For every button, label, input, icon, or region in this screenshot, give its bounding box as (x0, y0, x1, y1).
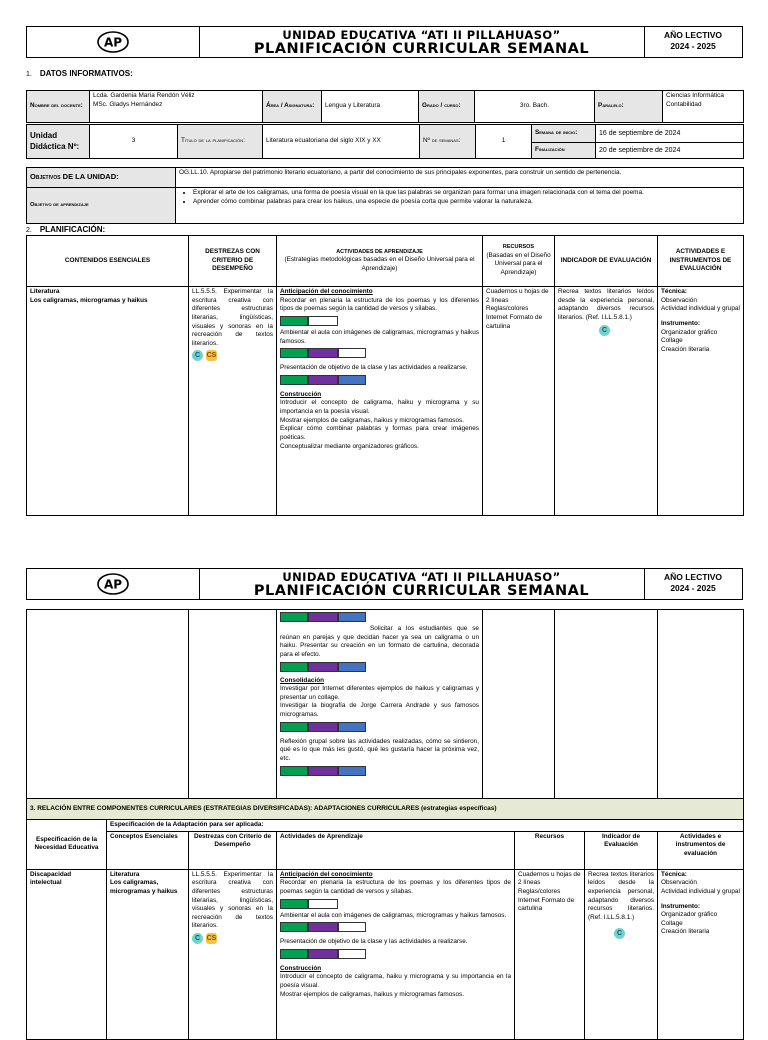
year-label: AÑO LECTIVO (663, 572, 723, 582)
titulo-label: Título de la planificación: (178, 125, 263, 159)
semanas-value: 1 (476, 125, 532, 159)
dua-bar (280, 722, 479, 732)
objetivos-table (26, 167, 744, 224)
col-recursos: RECURSOS (Basadas en el Diseño Universal para el Aprendizaje) (483, 236, 555, 287)
col-destrezas: Destrezas con Criterio de Desempeño (189, 831, 277, 869)
document-title: PLANIFICACIÓN CURRICULAR SEMANAL (253, 41, 590, 57)
docente-value: Lcda. Gardenia María Rendón Véliz MSc. Gladys Hernández (90, 91, 263, 123)
destrezas-cell (189, 610, 277, 799)
adaptaciones-table (26, 819, 744, 1040)
year-value: 2024 - 2025 (670, 41, 716, 51)
logo-icon (96, 573, 130, 595)
spec-header: Especificación de la Adaptación para ser aplicada: (107, 820, 744, 832)
col-conceptos: Conceptos Esenciales (107, 831, 189, 869)
semanas-label: Nº de semanas: (420, 125, 476, 159)
fin-value: 20 de septiembre de 2024 (596, 143, 744, 159)
logo-icon (96, 31, 130, 53)
docente-label: Nombre del docente: (27, 91, 90, 123)
grado-label: Grado / curso: (419, 91, 475, 123)
year-label: AÑO LECTIVO (663, 30, 723, 40)
c-badge-icon: C (192, 350, 203, 361)
col-contenidos: CONTENIDOS ESENCIALES (27, 236, 189, 287)
planificacion-table-continued (26, 609, 744, 820)
col-indicador: INDICADOR DE EVALUACIÓN (555, 236, 658, 287)
contenidos-cell: Literatura Los caligramas, microgramas y haikus (27, 287, 189, 516)
dua-bar (280, 766, 479, 776)
c-badge-icon: C (599, 325, 610, 336)
actividades-cell: Anticipación del conocimiento Recordar en plenaria la estructura de los poemas y los diferentes tipos de poemas según la cantidad de versos y sílabas. Ambientar el aula con imágenes de caligramas, microgramas y haikus famosos. Presentación de objetivo de la clase y las actividades a realizarse. Construcción Introducir el concepto de caligrama, haiku y micrograma y su importancia en la poesía visual. Mostrar ejemplos de caligramas, haikus y microgramas famosos. Explicar cómo combinar palabras y formas para crear imágenes poéticas. Conceptualizar mediante organizadores gráficos. (277, 287, 483, 516)
list-item: • Aprender cómo combinar palabras para crear los haikus, una especie de poesía corta que permite valorar la naturaleza. (193, 198, 740, 207)
school-name: UNIDAD EDUCATIVA “ATI II PILLAHUASO” (282, 570, 561, 584)
conceptos-cell: Literatura Los caligramas, microgramas y haikus (107, 869, 189, 1039)
recursos-cell: Cuadernos u hojas de 2 líneas Reglas/colores Internet Formato de cartulina (483, 287, 555, 516)
spec-label: Especificación de la Necesidad Educativa (27, 820, 107, 870)
necesidad-cell: Discapacidad intelectual (27, 869, 107, 1039)
datos-informativos-table (26, 90, 744, 123)
section1-heading: 1. DATOS INFORMATIVOS: (26, 69, 133, 78)
inicio-label: Semana de inicio: (532, 125, 596, 143)
recursos-cell (483, 610, 555, 799)
dua-bar (280, 348, 479, 358)
indicador-cell (555, 610, 658, 799)
destrezas-cell: LL.5.5.5. Experimentar la escritura creativa con diferentes estructuras literarias, lingüísticas, visuales y sonoras en la recreación de textos literarios. C CS (189, 869, 277, 1039)
evaluacion-cell: Técnica: Observación Actividad individual y grupal Instrumento: Organizador gráfico Collage Creación literaria (658, 869, 744, 1039)
page-header (26, 26, 743, 58)
dua-bar (280, 949, 511, 959)
col-evaluacion: ACTIVIDADES E INSTRUMENTOS DE EVALUACIÓN (658, 236, 744, 287)
year-value: 2024 - 2025 (670, 583, 716, 593)
objetivos-value: OG.LL.10. Apropiarse del patrimonio literario ecuatoriano, a partir del conocimiento de sus principales exponentes, para construir un sentido de pertenencia. (176, 168, 744, 188)
objetivos-label: Objetivos DE LA UNIDAD: (27, 168, 176, 188)
grado-value: 3ro. Bach. (475, 91, 595, 123)
unidad-value: 3 (90, 125, 178, 159)
paralelo-label: Paralelo: (595, 91, 663, 123)
col-evaluacion: Actividades e instrumentos de evaluación (658, 831, 744, 869)
contenidos-cell (27, 610, 189, 799)
svg-text:AP: AP (103, 35, 123, 50)
unidad-label: Unidad Didáctica Nº: (27, 125, 90, 159)
actividades-cell: Anticipación del conocimiento Recordar en plenaria la estructura de los poemas y los diferentes tipos de poemas según la cantidad de versos y sílabas. Ambientar el aula con imágenes de caligramas, microgramas y haikus famosos. Presentación de objetivo de la clase y las actividades a realizarse. Construcción Introducir el concepto de caligrama, haiku y micrograma y su importancia en la poesía visual. Mostrar ejemplos de caligramas, haikus y microgramas famosos. (277, 869, 515, 1039)
dua-bar (280, 662, 479, 672)
planificacion-table (26, 235, 744, 516)
paralelo-value: Ciencias Informática Contabilidad (663, 91, 744, 123)
col-indicador: Indicador de Evaluación (585, 831, 658, 869)
svg-text:AP: AP (103, 577, 123, 592)
section3-heading: 3. RELACIÓN ENTRE COMPONENTES CURRICULARES (ESTRATEGIAS DIVERSIFICADAS): ADAPTACIONES CURRICULARES (estrategias específicas) (27, 799, 744, 820)
actividades-cell: Solicitar a los estudiantes que se reúnan en parejas y que decidan hacer ya sea un caligrama o un haiku. Presentar su creación en un formato de cartulina, decorada para el efecto. Consolidación Investigar por Internet diferentes ejemplos de haikus y caligramas y presentar un collage. Investigar la biografía de Jorge Carrera Andrade y sus famosos microgramas. Reflexión grupal sobre las actividades realizadas, cómo se sintieron, qué es lo que más les gustó, qué les gustaría hacer la próxima vez, etc. (277, 610, 483, 799)
dua-bar (280, 612, 479, 622)
dua-bar (280, 922, 511, 932)
dua-bar (280, 899, 511, 909)
dua-bar (280, 316, 479, 326)
area-value: Lengua y Literatura (322, 91, 419, 123)
indicador-cell: Recrea textos literarios leídos desde la experiencia personal, adaptando diversos recursos literarios. (Ref. I.LL.5.8.1.) C (555, 287, 658, 516)
col-actividades: ACTIVIDADES DE APRENDIZAJE (Estrategias metodológicas basadas en el Diseño Universal para el Aprendizaje) (277, 236, 483, 287)
dua-bar (280, 375, 479, 385)
col-recursos: Recursos (515, 831, 585, 869)
fin-label: Finalización (532, 143, 596, 159)
col-destrezas: DESTREZAS CON CRITERIO DE DESEMPEÑO (189, 236, 277, 287)
school-logo (27, 569, 200, 599)
evaluacion-cell: Técnica: Observación Actividad individual y grupal Instrumento: Organizador gráfico Collage Creación literaria (658, 287, 744, 516)
school-name: UNIDAD EDUCATIVA “ATI II PILLAHUASO” (282, 28, 561, 42)
unidad-table (26, 124, 744, 159)
list-item: • Explorar el arte de los caligramas, una forma de poesía visual en la que las palabras se organizan para formar una imagen relacionada con el tema del poema. (193, 189, 740, 198)
section2-heading: 2. PLANIFICACIÓN: (26, 225, 106, 234)
inicio-value: 16 de septiembre de 2024 (596, 125, 744, 143)
school-logo (27, 27, 200, 57)
c-badge-icon: C (614, 928, 625, 939)
cs-badge-icon: CS (206, 352, 217, 360)
recursos-cell: Cuadernos u hojas de 2 líneas Reglas/colores Internet Formato de cartulina (515, 869, 585, 1039)
page-header (26, 568, 743, 600)
area-label: Área / Asignatura: (263, 91, 322, 123)
objetivo-aprendizaje-list (176, 188, 744, 224)
titulo-value: Literatura ecuatoriana del siglo XIX y XX (263, 125, 420, 159)
evaluacion-cell (658, 610, 744, 799)
col-actividades: Actividades de Aprendizaje (277, 831, 515, 869)
c-badge-icon: C (192, 933, 203, 944)
objetivo-aprendizaje-label: Objetivo de aprendizaje (27, 188, 176, 224)
indicador-cell: Recrea textos literarios leídos desde la experiencia personal, adaptando diversos recursos literarios. (Ref. I.LL.5.8.1.) C (585, 869, 658, 1039)
destrezas-cell: LL.5.5.5. Experimentar la escritura creativa con diferentes estructuras literarias, lingüísticas, visuales y sonoras en la recreación de textos literarios. C CS (189, 287, 277, 516)
document-title: PLANIFICACIÓN CURRICULAR SEMANAL (253, 583, 590, 599)
cs-badge-icon: CS (206, 935, 217, 943)
